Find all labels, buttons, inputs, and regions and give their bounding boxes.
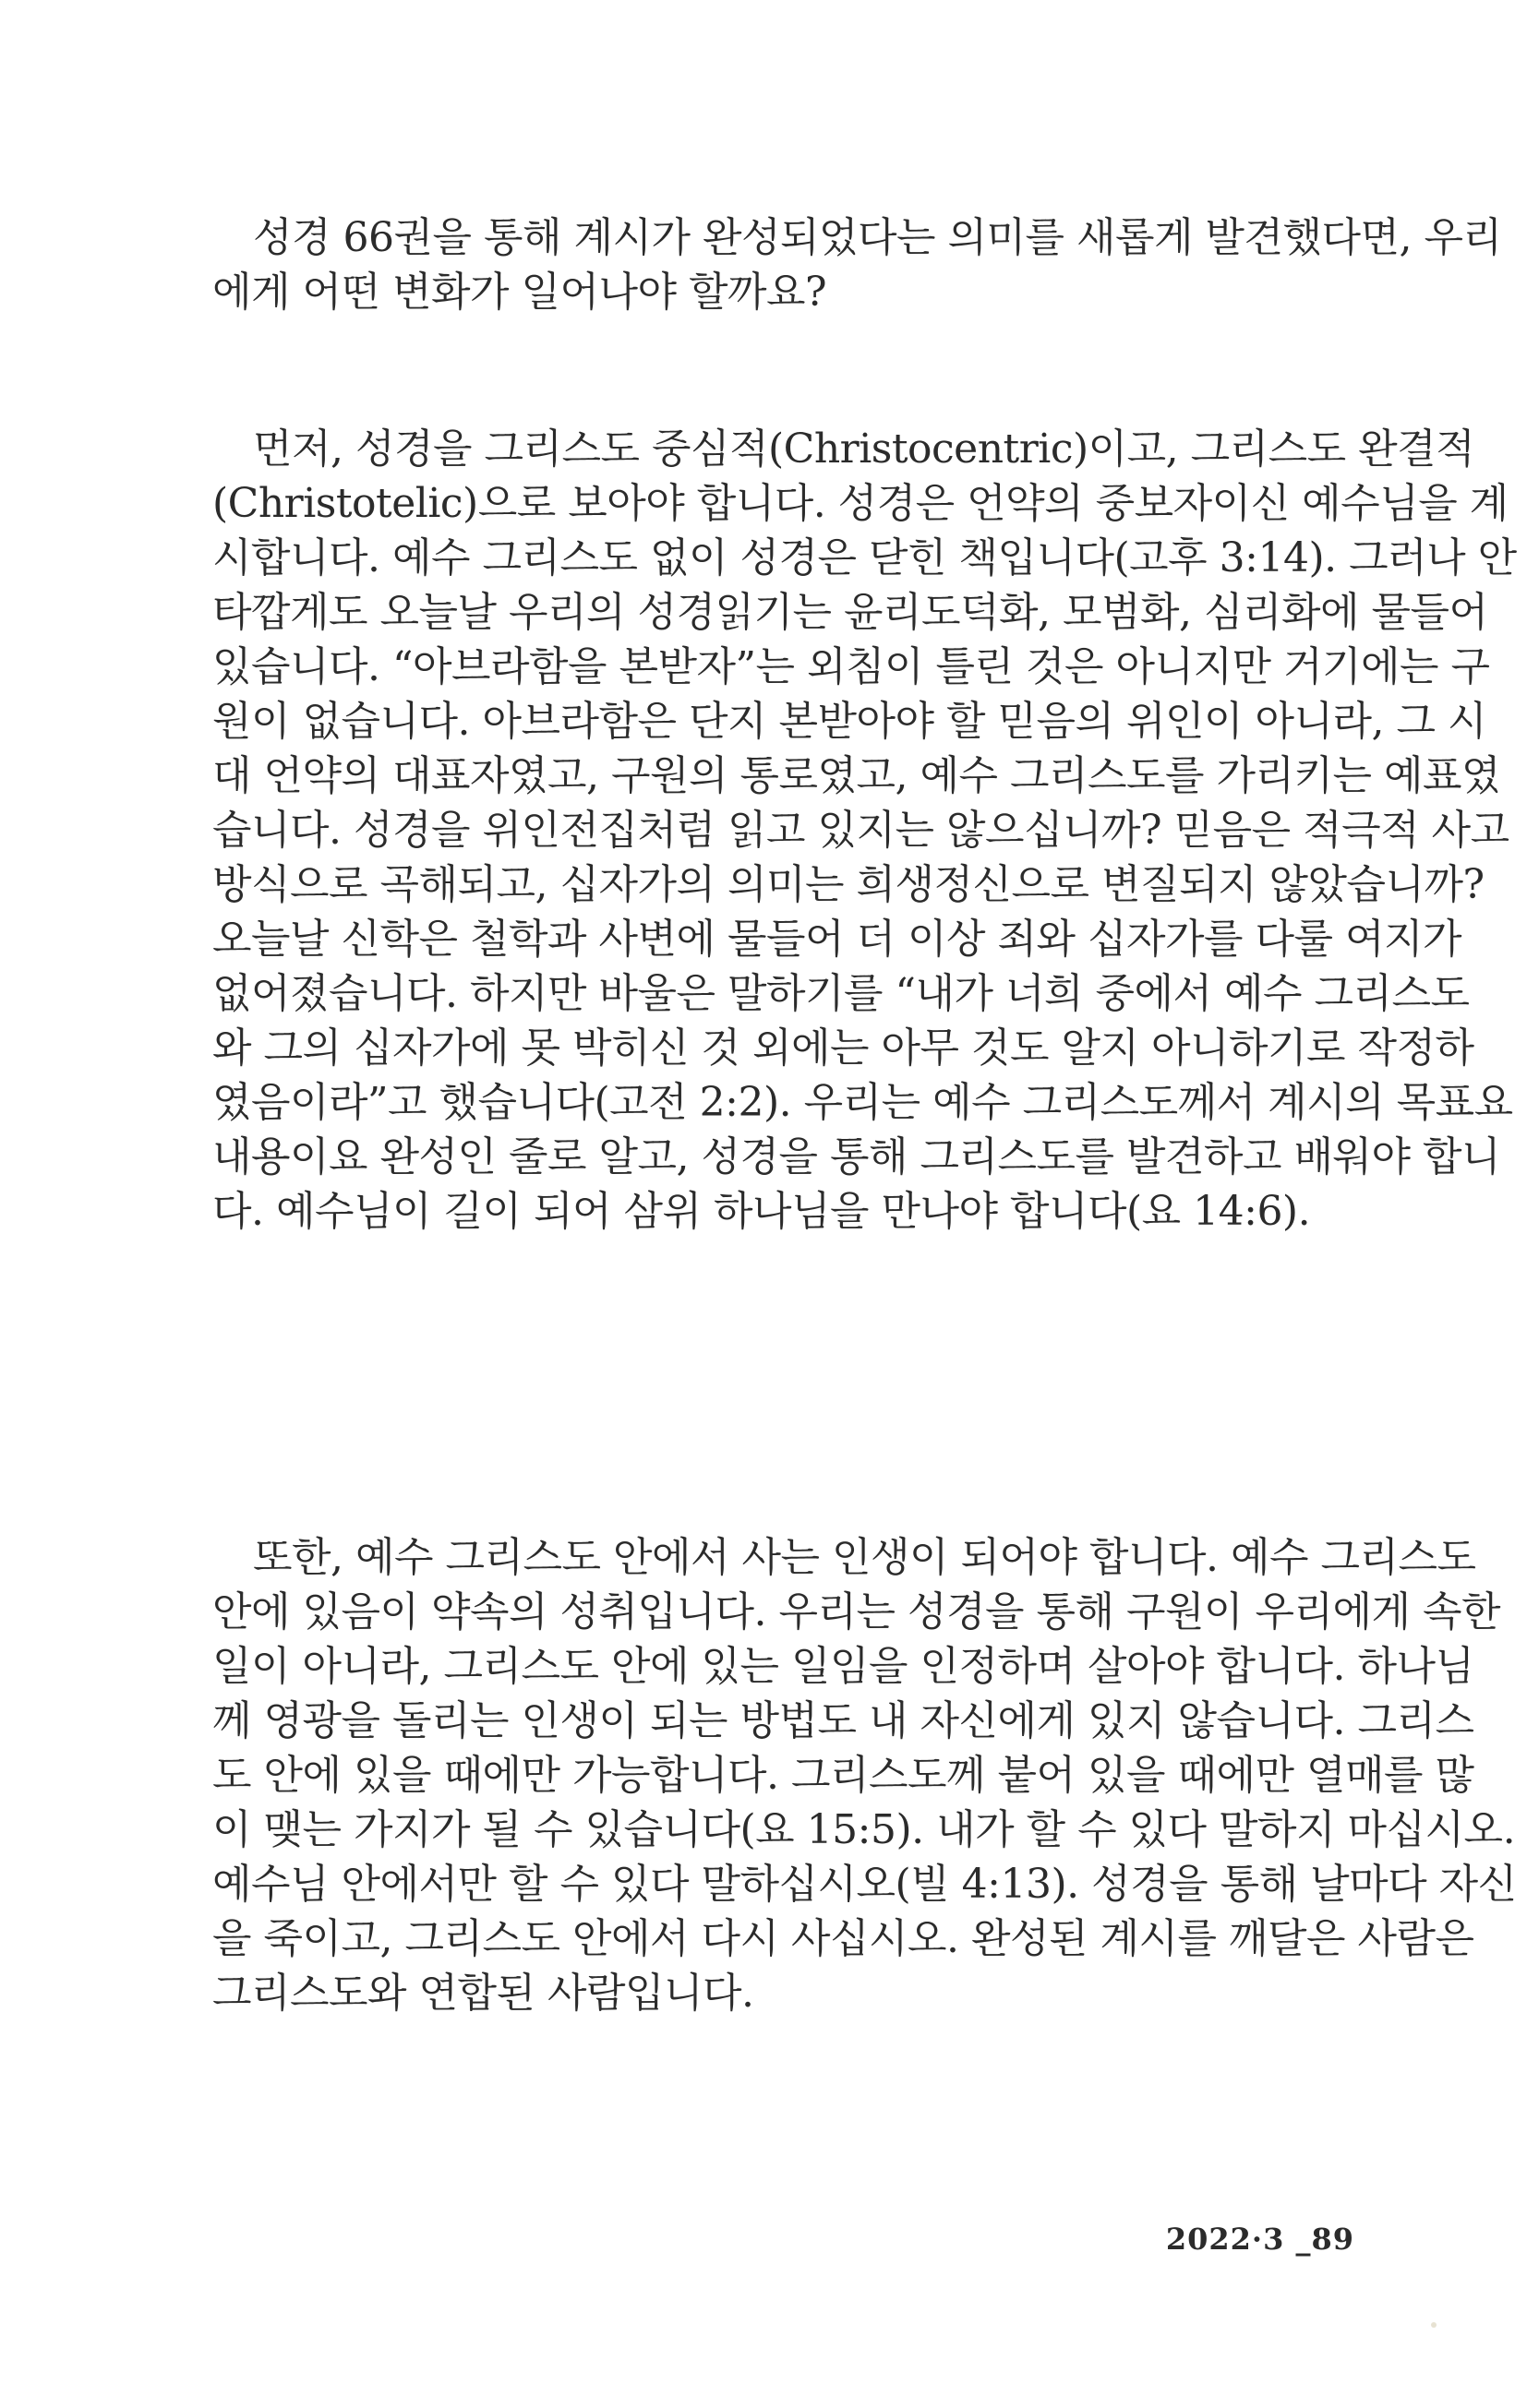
- text-line: 있습니다. “아브라함을 본받자”는 외침이 틀린 것은 아니지만 거기에는 구: [212, 643, 1490, 690]
- text-line: 대 언약의 대표자였고, 구원의 통로였고, 예수 그리스도를 가리키는 예표였: [212, 752, 1500, 799]
- text-line: 방식으로 곡해되고, 십자가의 의미는 희생정신으로 변질되지 않았습니까?: [212, 861, 1485, 908]
- text-line: 내용이요 완성인 줄로 알고, 성경을 통해 그리스도를 발견하고 배워야 합니: [212, 1133, 1500, 1180]
- text-line: 도 안에 있을 때에만 가능합니다. 그리스도께 붙어 있을 때에만 열매를 많: [212, 1752, 1474, 1799]
- text-line: 다. 예수님이 길이 되어 삼위 하나님을 만나야 합니다(요 14:6).: [212, 1188, 1311, 1235]
- text-line: 께 영광을 돌리는 인생이 되는 방법도 내 자신에게 있지 않습니다. 그리스: [212, 1697, 1474, 1744]
- text-line: 또한, 예수 그리스도 안에서 사는 인생이 되어야 합니다. 예수 그리스도: [253, 1534, 1476, 1581]
- text-line: 시합니다. 예수 그리스도 없이 성경은 닫힌 책입니다(고후 3:14). 그러나 안: [212, 534, 1517, 581]
- text-line: 없어졌습니다. 하지만 바울은 말하기를 “내가 너희 중에서 예수 그리스도: [212, 970, 1470, 1017]
- paragraph-2: [212, 422, 1517, 1239]
- text-line: 안에 있음이 약속의 성취입니다. 우리는 성경을 통해 구원이 우리에게 속한: [212, 1588, 1500, 1635]
- text-line: 성경 66권을 통해 계시가 완성되었다는 의미를 새롭게 발견했다면, 우리: [253, 214, 1502, 261]
- paragraph-3: [212, 1530, 1517, 2020]
- text-line: 예수님 안에서만 할 수 있다 말하십시오(빌 4:13). 성경을 통해 날마다 자신: [212, 1861, 1517, 1908]
- text-line: 먼저, 성경을 그리스도 중심적(Christocentric)이고, 그리스도 완결적: [253, 425, 1475, 473]
- text-line: (Christotelic)으로 보아야 합니다. 성경은 언약의 중보자이신 예수님을 계: [212, 480, 1509, 527]
- print-speck: [1431, 2322, 1437, 2328]
- page-folio: 2022·3 _89: [1165, 2222, 1354, 2257]
- text-line: 에게 어떤 변화가 일어나야 할까요?: [212, 269, 827, 316]
- text-line: 일이 아니라, 그리스도 안에 있는 일임을 인정하며 살아야 합니다. 하나님: [212, 1643, 1474, 1690]
- text-line: 오늘날 신학은 철학과 사변에 물들어 더 이상 죄와 십자가를 다룰 여지가: [212, 916, 1461, 963]
- text-line: 타깝게도 오늘날 우리의 성경읽기는 윤리도덕화, 모범화, 심리화에 물들어: [212, 589, 1488, 636]
- text-line: 그리스도와 연합된 사람입니다.: [212, 1970, 754, 2017]
- text-line: 습니다. 성경을 위인전집처럼 읽고 있지는 않으십니까? 믿음은 적극적 사고: [212, 807, 1509, 854]
- text-line: 원이 없습니다. 아브라함은 단지 본받아야 할 믿음의 위인이 아니라, 그 시: [212, 698, 1486, 745]
- paragraph-1: [212, 210, 1502, 319]
- text-line: 였음이라”고 했습니다(고전 2:2). 우리는 예수 그리스도께서 계시의 목표요: [212, 1079, 1513, 1126]
- text-line: 을 죽이고, 그리스도 안에서 다시 사십시오. 완성된 계시를 깨달은 사람은: [212, 1915, 1474, 1962]
- text-line: 와 그의 십자가에 못 박히신 것 외에는 아무 것도 알지 아니하기로 작정하: [212, 1024, 1474, 1072]
- text-line: 이 맺는 가지가 될 수 있습니다(요 15:5). 내가 할 수 있다 말하지 마십시오.: [212, 1806, 1516, 1853]
